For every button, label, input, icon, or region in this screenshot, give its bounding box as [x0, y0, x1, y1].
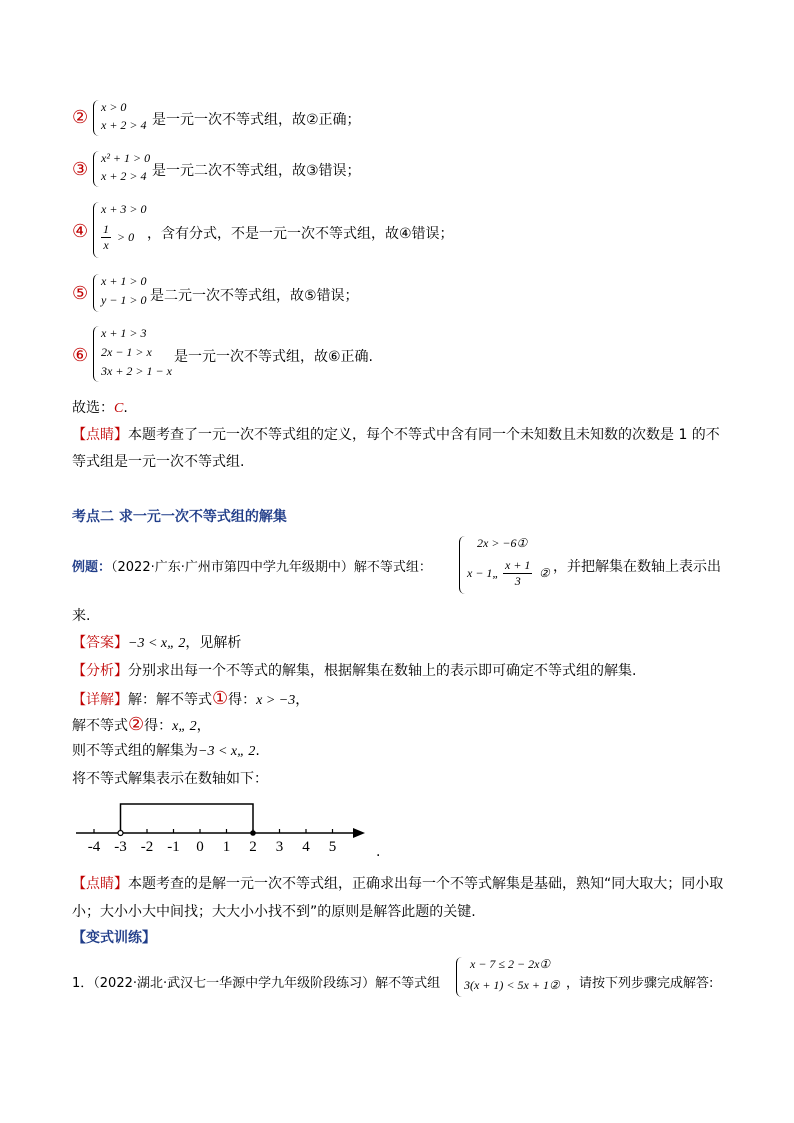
fraction-denominator: 3 — [514, 574, 521, 588]
detail-text: . — [255, 743, 260, 759]
example-label: 例题： — [72, 560, 112, 575]
item-4-marker: ④ — [72, 221, 89, 242]
choice-label: 故选： — [72, 400, 114, 416]
system-line: 3x + 2 > 1 − x — [101, 364, 172, 378]
item-2-text: 是一元一次不等式组，故②正确； — [152, 112, 361, 128]
number-line-tick-label: -3 — [114, 839, 127, 855]
fraction-denominator: x — [103, 238, 109, 252]
item-3-marker: ③ — [72, 159, 89, 180]
example-source — [72, 556, 432, 575]
detail-text: 得： — [144, 718, 173, 734]
fraction-numerator: 1 — [103, 222, 109, 236]
detail-text: 得： — [228, 692, 257, 708]
choice-end: . — [123, 400, 128, 416]
exercise-number: 1． — [72, 976, 94, 991]
item-2-system — [93, 100, 151, 136]
comment-1-text: 本题考查了一元一次不等式组的定义，每个不等式中含有同一个未知数且未知数的次数是 1 的不 — [128, 427, 720, 443]
number-line-tick-label: -1 — [167, 839, 180, 855]
detail-math: −3 < x„ 2 — [198, 744, 256, 759]
analysis-tag: 【分析】 — [72, 663, 128, 679]
detail-line-4: 将不等式解集表示在数轴如下： — [72, 771, 268, 787]
example-after: ，并把解集在数轴上表示出 — [553, 559, 721, 575]
number-line-period: . — [376, 844, 381, 860]
detail-text: 则不等式组的解集为 — [72, 743, 198, 759]
comment-2-text: 本题考查的是解一元一次不等式组，正确求出每一个不等式解集是基础，熟知“同大取大；同小取 — [128, 876, 724, 892]
answer-text: ，见解析 — [185, 635, 242, 651]
number-line-tick-label: 5 — [328, 839, 337, 855]
brace-icon — [93, 151, 100, 187]
detail-math: x > −3 — [256, 693, 296, 708]
number-line-tick-label: 4 — [302, 839, 310, 855]
answer-line — [72, 632, 241, 652]
detail-line-1 — [72, 688, 309, 709]
number-line-tick-label: 2 — [249, 839, 257, 855]
open-endpoint-dot — [118, 831, 123, 836]
analysis-text: 分别求出每一个不等式的解集，根据解集在数轴上的表示即可确定不等式组的解集. — [128, 663, 637, 679]
exercise-source-text: （2022·湖北·武汉七一华源中学九年级阶段练习）解不等式组 — [93, 976, 441, 991]
brace-icon — [93, 274, 100, 312]
example-cont: 来. — [72, 608, 91, 624]
exercise-system — [456, 957, 566, 997]
item-5-system — [93, 274, 151, 312]
fraction-numerator: x + 1 — [505, 558, 531, 572]
system-line: 2x − 1 > x — [101, 345, 152, 359]
system-line: 3(x + 1) < 5x + 1② — [464, 978, 560, 992]
item-2-marker: ② — [72, 107, 89, 128]
system-line: x − 1„ — [467, 566, 500, 580]
item-4-text: ，含有分式，不是一元一次不等式组，故④错误； — [147, 226, 454, 242]
system-line: y − 1 > 0 — [101, 293, 147, 307]
detail-text: 解：解不等式 — [128, 692, 212, 708]
system-line: x + 3 > 0 — [101, 202, 147, 216]
number-line — [72, 795, 392, 865]
training-tag: 【变式训练】 — [72, 930, 156, 946]
comment-2-line-2: 小；大小小大中间找；大大小小找不到”的原则是解答此题的关键. — [72, 904, 476, 920]
exercise-after: ，请按下列步骤完成解答: — [566, 976, 714, 991]
brace-icon — [93, 100, 100, 136]
system-line: x − 7 ≤ 2 − 2x① — [470, 957, 551, 971]
closed-endpoint-dot — [250, 830, 256, 836]
answer-tag: 【答案】 — [72, 635, 128, 651]
detail-tag: 【详解】 — [72, 692, 128, 708]
detail-text: ， — [295, 692, 310, 708]
item-5-text: 是二元一次不等式组，故⑤错误； — [150, 288, 359, 304]
number-line-tick-label: 0 — [196, 839, 204, 855]
item-4-system — [93, 202, 153, 258]
number-line-tick-label: -2 — [140, 839, 154, 855]
comment-1-tag: 【点睛】 — [72, 427, 128, 443]
number-line-tick-label: 3 — [275, 839, 284, 855]
choice-value: C — [114, 401, 124, 416]
number-line-labels — [88, 839, 337, 855]
item-3-system — [93, 151, 153, 187]
circle-marker: ② — [128, 714, 145, 735]
item-3-text: 是一元二次不等式组，故③错误； — [152, 163, 361, 179]
system-line: 2x > −6① — [477, 536, 528, 550]
brace-icon — [93, 326, 100, 382]
comment-2-tag: 【点睛】 — [72, 876, 128, 892]
brace-icon — [459, 536, 466, 594]
item-6-system — [93, 326, 173, 382]
arrow-right-icon — [353, 828, 365, 838]
analysis-line — [72, 660, 636, 680]
detail-line-2 — [72, 714, 211, 735]
number-line-tick-label: 1 — [222, 839, 231, 855]
example-system — [459, 536, 555, 594]
example-source-text: （2022·广东·广州市第四中学九年级期中）解不等式组： — [111, 560, 432, 575]
exercise-source — [72, 972, 440, 991]
comment-2-line-1 — [72, 873, 723, 893]
solution-range-bracket — [121, 804, 254, 833]
answer-math: −3 < x„ 2 — [128, 636, 186, 651]
section-title: 考点二 求一元一次不等式组的解集 — [72, 509, 287, 525]
comment-1-line-1 — [72, 424, 720, 444]
item-6-text: 是一元一次不等式组，故⑥正确. — [174, 349, 374, 365]
number-line-tick-label: -4 — [87, 839, 101, 855]
system-line: x + 1 > 0 — [101, 274, 147, 288]
brace-icon — [456, 957, 463, 997]
detail-line-3 — [72, 740, 260, 760]
system-line: x + 1 > 3 — [101, 326, 147, 340]
item-5-marker: ⑤ — [72, 283, 89, 304]
comment-1-line-2: 等式组是一元一次不等式组. — [72, 454, 245, 470]
detail-text: ， — [196, 718, 211, 734]
brace-icon — [93, 202, 100, 258]
system-line: x + 2 > 4 — [101, 169, 147, 183]
circle-marker: ① — [212, 688, 229, 709]
item-6-marker: ⑥ — [72, 345, 89, 366]
fraction — [101, 222, 111, 253]
system-line: x² + 1 > 0 — [101, 151, 151, 165]
system-line: > 0 — [117, 230, 135, 244]
choice-line — [72, 397, 128, 417]
detail-math: x„ 2 — [172, 719, 197, 734]
system-line: x > 0 — [101, 100, 127, 114]
detail-text: 解不等式 — [72, 718, 128, 734]
system-line: x + 2 > 4 — [101, 118, 147, 132]
fraction — [503, 558, 532, 589]
system-line: ② — [539, 566, 550, 580]
